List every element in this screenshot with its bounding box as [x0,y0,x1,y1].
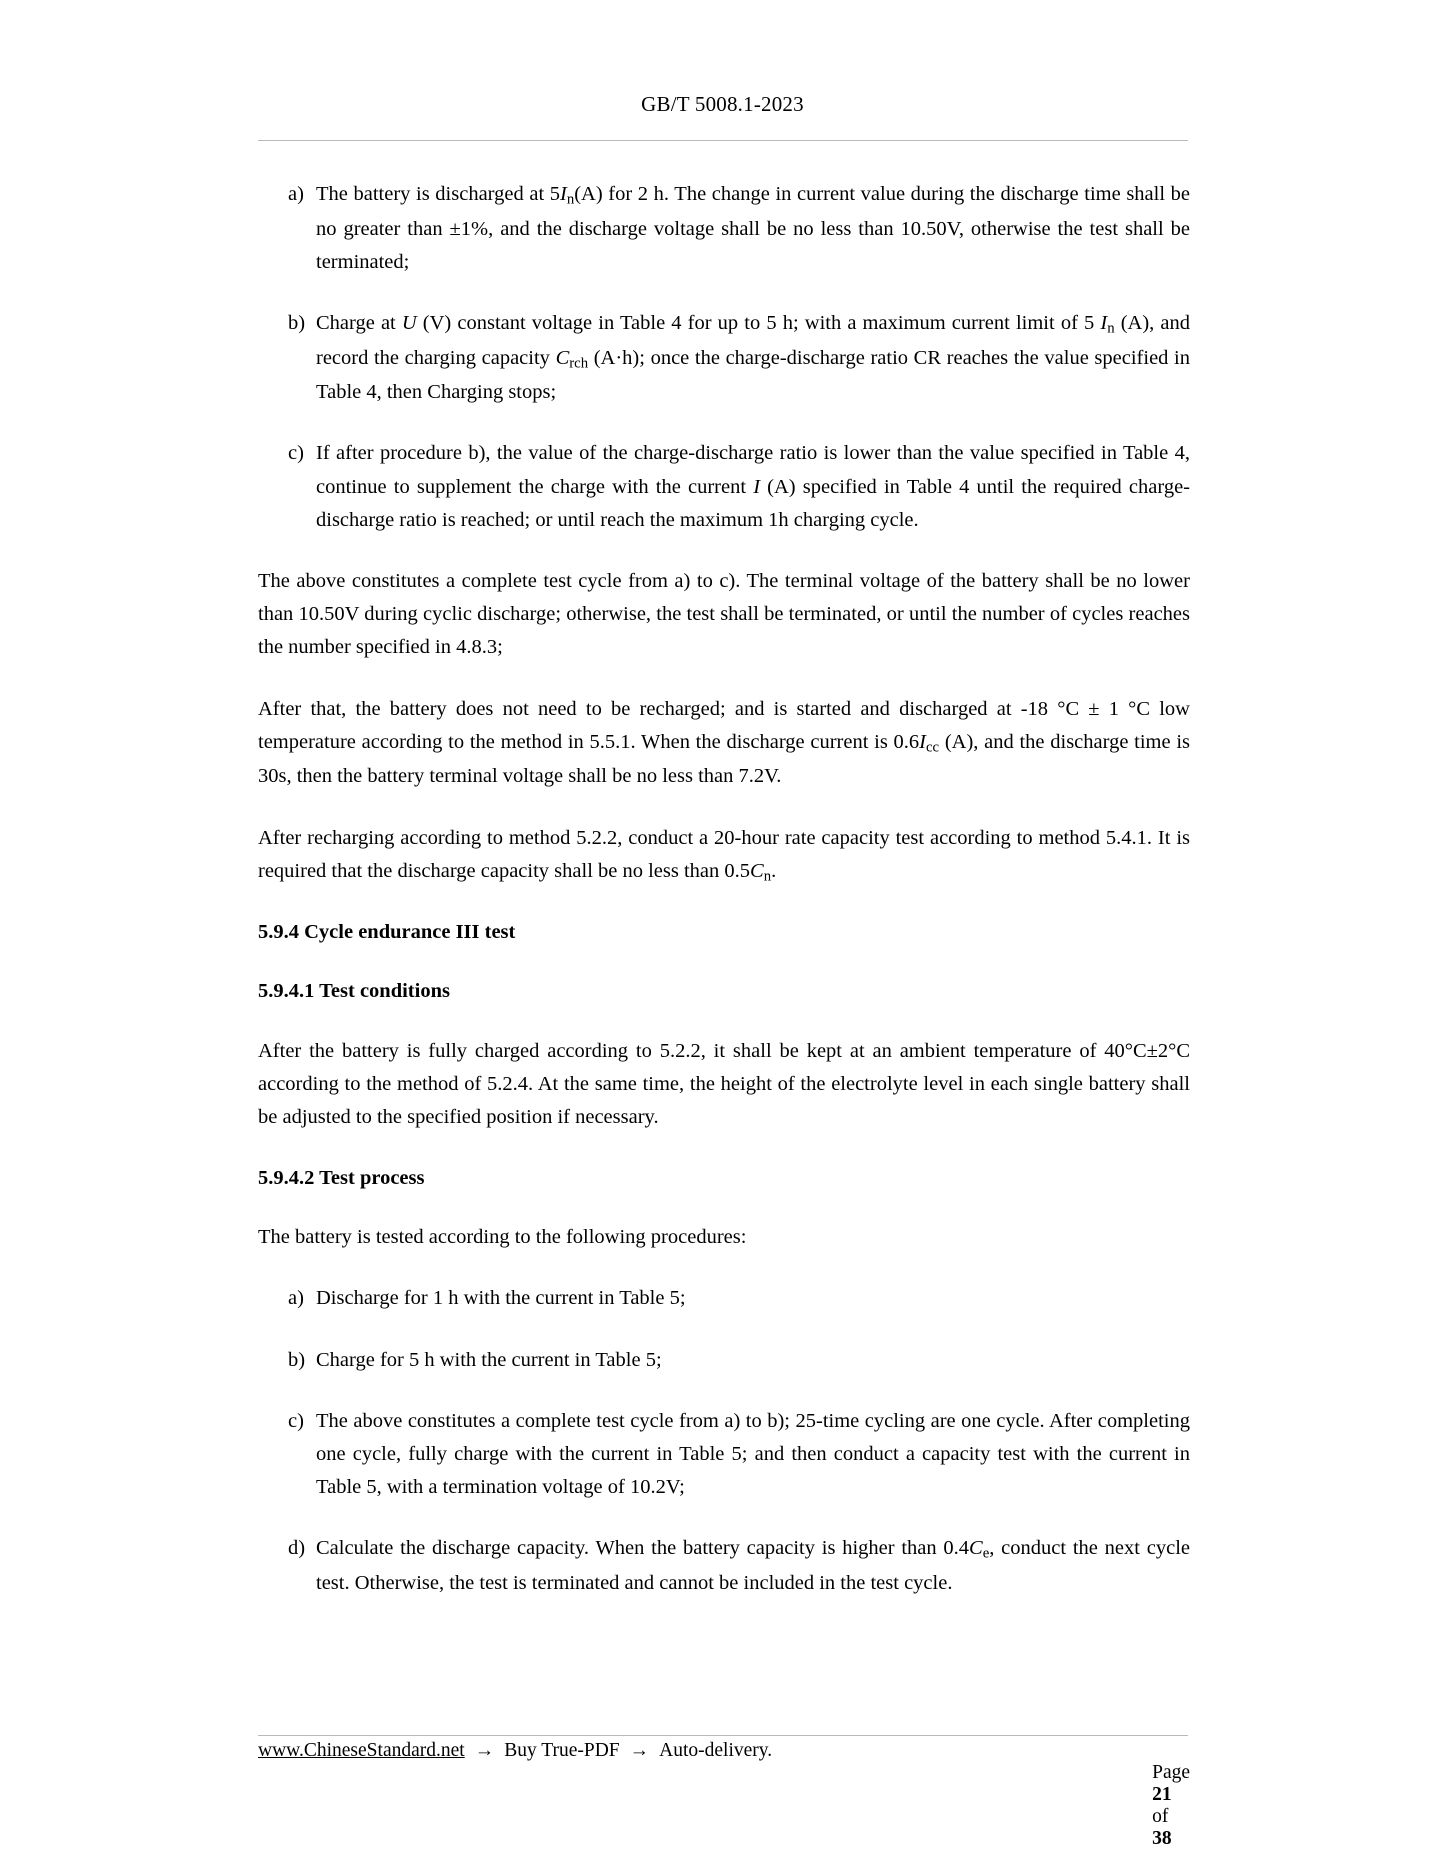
list-item-text: Charge for 5 h with the current in Table 5; [316,1348,662,1371]
list-item [258,1282,1190,1315]
standard-id: GB/T 5008.1-2023 [641,92,804,116]
page-content [258,178,1190,1628]
heading-5-9-4: 5.9.4 Cycle endurance III test [258,921,516,944]
list-item-text: Calculate the discharge capacity. When the battery capacity is higher than $0.4C_e$, conduct the next cycle test. Otherwise, the test is terminated and cannot be included in the test cycle. [316,1537,1190,1595]
arrow-right-icon: → [474,1740,495,1761]
buy-label[interactable]: Buy True-PDF [504,1740,620,1761]
paragraph-low-temperature: After that, the battery does not need to be recharged; and is started and discharged at -18 °C ± 1 °C low temperature according to the method in 5.5.1. When the discharge current is $0.6I_{cc}$ (A), and the discharge time is 30s, then the battery terminal voltage shall be no less than 7.2V. [258,697,1190,788]
list-item-text: The battery is discharged at $5I_n(A)$ for 2 h. The change in current value during the discharge time shall be no greater than ±1%, and the discharge voltage shall be no less than 10.50V, otherwise the test shall be terminated; [316,183,1190,273]
delivery-label: Auto-delivery. [659,1740,773,1761]
list-item-text: Charge at U (V) constant voltage in Table 4 for up to 5 h; with a maximum current limit of 5 $I_n$ (A), and record the charging capacity $C_{rch}$ (A·h); once the charge-discharge ratio CR reaches the value specified in Table 4, then Charging stops; [316,312,1190,404]
arrow-right-icon: → [629,1740,650,1761]
heading-5-9-4-1: 5.9.4.1 Test conditions [258,980,450,1003]
paragraph-procedures-intro: The battery is tested according to the following procedures: [258,1226,747,1249]
list-item-text: If after procedure b), the value of the charge-discharge ratio is lower than the value specified in Table 4, continue to supplement the charge with the current I (A) specified in Table 4 until the required charge-discharge ratio is reached; or until reach the maximum 1h charging cycle. [316,442,1190,531]
paragraph-test-cycle: The above constitutes a complete test cycle from a) to c). The terminal voltage of the battery shall be no lower than 10.50V during cyclic discharge; otherwise, the test shall be terminated, or until the number of cycles reaches the number specified in 4.8.3; [258,570,1190,659]
list-item [258,1532,1190,1600]
list-marker: a) [288,183,304,205]
page-label: Page [1152,1762,1190,1783]
list-item [258,178,1190,279]
page-header [0,92,1445,117]
heading-5-9-4-2: 5.9.4.2 Test process [258,1166,425,1189]
list-item-text: Discharge for 1 h with the current in Table 5; [316,1287,686,1310]
paragraph-recharging: After recharging according to method 5.2.2, conduct a 20-hour rate capacity test according to method 5.4.1. It is required that the discharge capacity shall be no less than $0.5C_n$. [258,826,1190,885]
list-item-text: The above constitutes a complete test cycle from a) to b); 25-time cycling are one cycle. After completing one cycle, fully charge with the current in Table 5; and then conduct a capacity test with the current in Table 5, with a termination voltage of 10.2V; [316,1409,1190,1499]
list-item [258,1405,1190,1505]
page-number: 21 [1152,1784,1172,1805]
page-total: 38 [1152,1828,1172,1849]
header-divider [258,140,1188,141]
list-item [258,437,1190,537]
list-marker: c) [288,1409,304,1432]
page-indicator [1113,1740,1190,1872]
list-item [258,307,1190,409]
list-marker: a) [288,1287,304,1310]
paragraph-test-conditions: After the battery is fully charged according to 5.2.2, it shall be kept at an ambient temperature of 40°C±2°C according to the method of 5.2.4. At the same time, the height of the electrolyte level in each single battery shall be adjusted to the specified position if necessary. [258,1039,1190,1129]
website-link[interactable]: www.ChineseStandard.net [258,1740,465,1761]
list-marker: b) [288,312,306,334]
list-marker: c) [288,442,304,465]
footer-divider [258,1735,1188,1736]
list-item [258,1344,1190,1377]
of-label: of [1152,1806,1169,1827]
page-footer [258,1740,1190,1872]
list-marker: d) [288,1537,306,1560]
list-marker: b) [288,1348,306,1371]
